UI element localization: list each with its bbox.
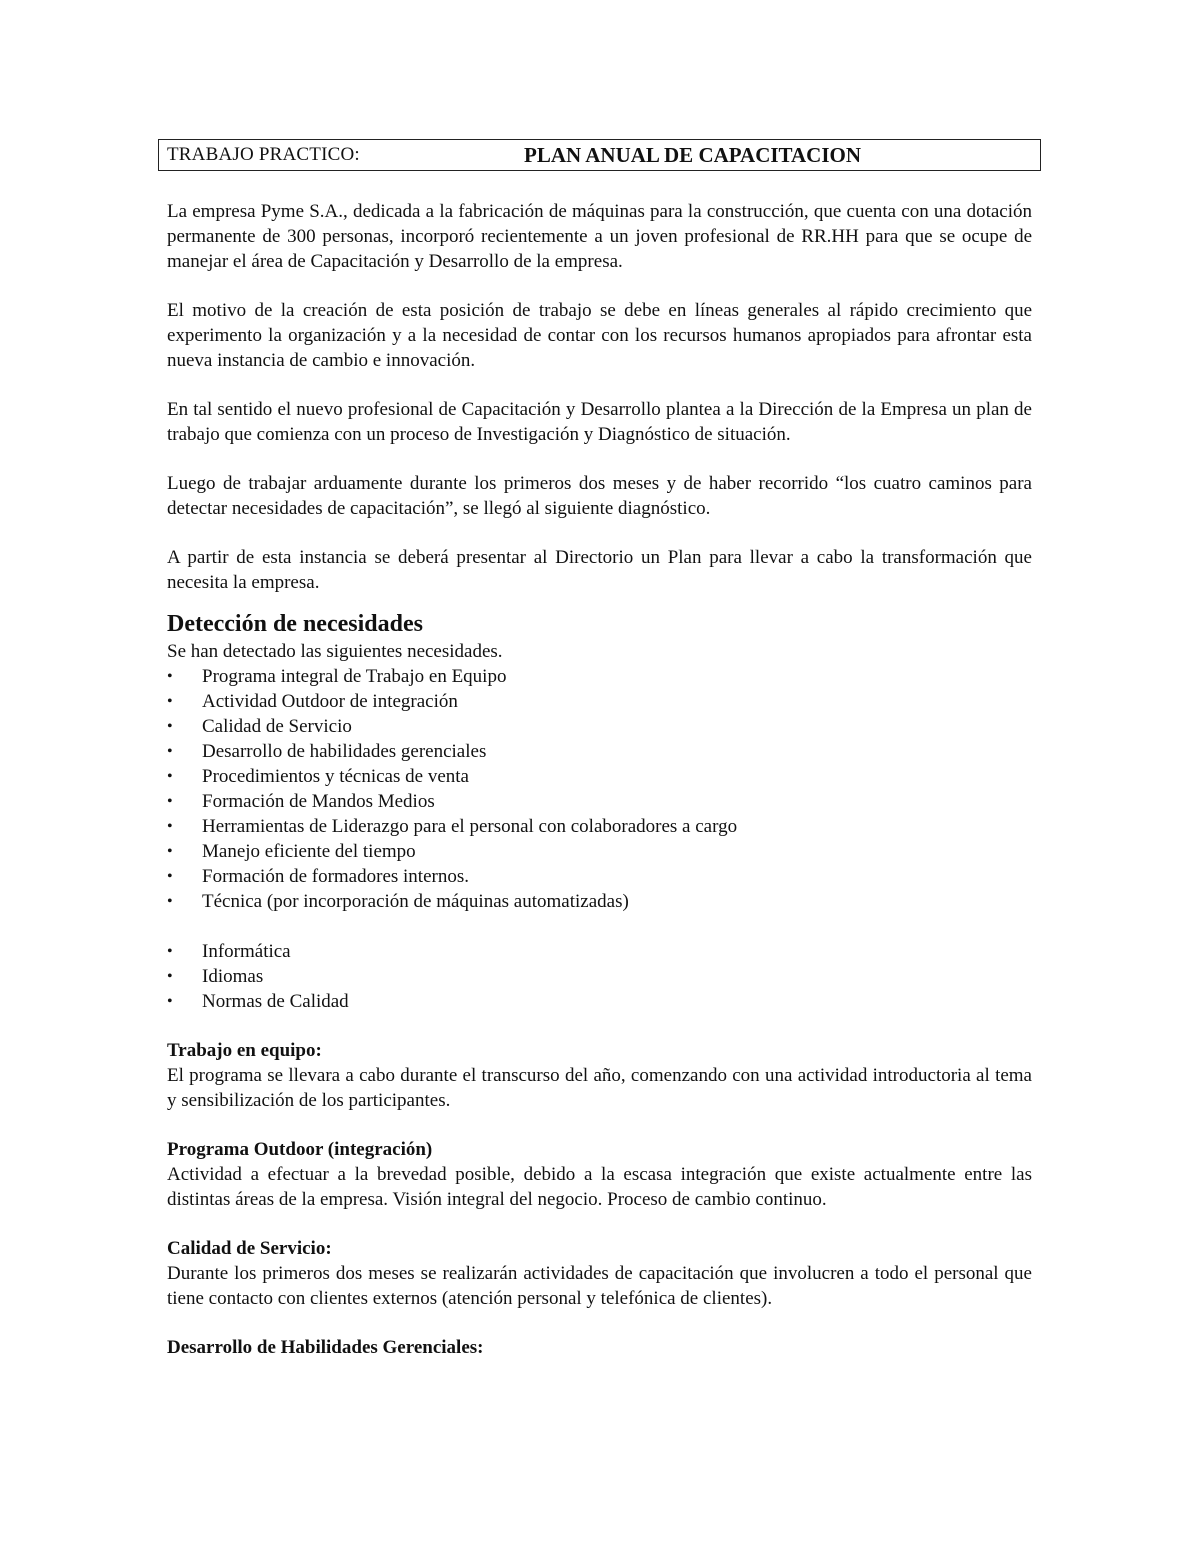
list-item: • Herramientas de Liderazgo para el personal con colaboradores a cargo — [167, 816, 738, 837]
section-heading-outdoor: Programa Outdoor (integración) — [167, 1139, 433, 1160]
intro-paragraph-1: La empresa Pyme S.A., dedicada a la fabricación de máquinas para la construcción, que cuenta con una dotación permanente de 300 personas, incorporó recientemente a un joven profesional de RR.HH para que se ocupe de manejar el área de Capacitación y Desarrollo de la empresa. — [167, 201, 1032, 272]
document-title: PLAN ANUAL DE CAPACITACION — [524, 143, 861, 167]
bullet-icon: • — [167, 743, 173, 760]
document-body — [167, 199, 1032, 1360]
bullet-icon: • — [167, 993, 173, 1010]
list-item: • Calidad de Servicio — [167, 716, 352, 737]
list-item: • Idiomas — [167, 966, 264, 987]
bullet-icon: • — [167, 968, 173, 985]
list-item: • Técnica (por incorporación de máquinas automatizadas) — [167, 891, 629, 912]
list-item: • Procedimientos y técnicas de venta — [167, 766, 469, 787]
bullet-icon: • — [167, 843, 173, 860]
intro-paragraph-2: El motivo de la creación de esta posición de trabajo se debe en líneas generales al rápido crecimiento que experimento la organización y a la necesidad de contar con los recursos humanos apropiados para afrontar esta nueva instancia de cambio e innovación. — [167, 300, 1032, 371]
bullet-icon: • — [167, 893, 173, 910]
list-item: • Actividad Outdoor de integración — [167, 691, 458, 712]
title-box — [158, 139, 1041, 171]
list-spacer — [167, 914, 1032, 939]
section-text-calidad: Durante los primeros dos meses se realizarán actividades de capacitación que involucren a todo el personal que tiene contacto con clientes externos (atención personal y telefónica de clientes). — [167, 1263, 1032, 1309]
intro-paragraph-4: Luego de trabajar arduamente durante los primeros dos meses y de haber recorrido “los cuatro caminos para detectar necesidades de capacitación”, se llegó al siguiente diagnóstico. — [167, 473, 1032, 519]
needs-list-primary — [167, 664, 1032, 914]
intro-paragraph-5: A partir de esta instancia se deberá presentar al Directorio un Plan para llevar a cabo la transformación que necesita la empresa. — [167, 547, 1032, 593]
list-item: • Desarrollo de habilidades gerenciales — [167, 741, 487, 762]
list-item: • Formación de formadores internos. — [167, 866, 469, 887]
bullet-icon: • — [167, 718, 173, 735]
section-heading-calidad: Calidad de Servicio: — [167, 1238, 332, 1259]
bullet-icon: • — [167, 768, 173, 785]
intro-paragraph-3: En tal sentido el nuevo profesional de Capacitación y Desarrollo plantea a la Dirección de la Empresa un plan de trabajo que comienza con un proceso de Investigación y Diagnóstico de situación. — [167, 399, 1032, 445]
section-heading-habilidades: Desarrollo de Habilidades Gerenciales: — [167, 1337, 484, 1358]
list-item: • Formación de Mandos Medios — [167, 791, 435, 812]
list-item: • Programa integral de Trabajo en Equipo — [167, 666, 507, 687]
detection-intro: Se han detectado las siguientes necesidades. — [167, 641, 503, 662]
section-heading-trabajo-equipo: Trabajo en equipo: — [167, 1040, 322, 1061]
list-item: • Normas de Calidad — [167, 991, 349, 1012]
bullet-icon: • — [167, 943, 173, 960]
section-text-trabajo-equipo: El programa se llevara a cabo durante el transcurso del año, comenzando con una actividad introductoria al tema y sensibilización de los participantes. — [167, 1065, 1032, 1111]
section-text-outdoor: Actividad a efectuar a la brevedad posible, debido a la escasa integración que existe actualmente entre las distintas áreas de la empresa. Visión integral del negocio. Proceso de cambio continuo. — [167, 1164, 1032, 1210]
needs-list-secondary — [167, 939, 1032, 1014]
bullet-icon: • — [167, 793, 173, 810]
list-item: • Informática — [167, 941, 291, 962]
assignment-label: TRABAJO PRACTICO: — [167, 144, 360, 165]
detection-heading: Detección de necesidades — [167, 611, 423, 637]
bullet-icon: • — [167, 868, 173, 885]
list-item: • Manejo eficiente del tiempo — [167, 841, 416, 862]
bullet-icon: • — [167, 668, 173, 685]
bullet-icon: • — [167, 693, 173, 710]
bullet-icon: • — [167, 818, 173, 835]
